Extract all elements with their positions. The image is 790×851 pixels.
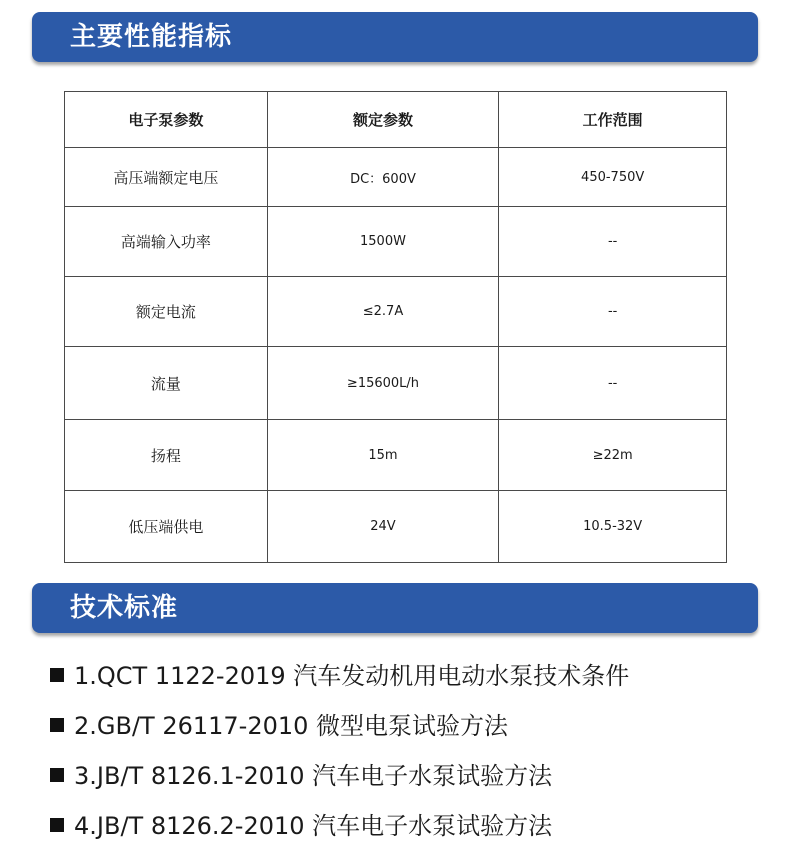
square-bullet-icon (50, 768, 64, 782)
table-row (65, 277, 727, 347)
cell-range: -- (499, 207, 727, 277)
header-working-range: 工作范围 (499, 92, 727, 148)
table-row (65, 420, 727, 491)
cell-range: -- (499, 277, 727, 347)
cell-parameter: 高压端额定电压 (65, 148, 268, 207)
table-row (65, 347, 727, 420)
section-title-performance: 主要性能指标 (70, 22, 233, 52)
list-item (50, 801, 629, 851)
section-banner-performance (32, 12, 758, 62)
square-bullet-icon (50, 668, 64, 682)
standard-text: 2.GB/T 26117-2010 微型电泵试验方法 (74, 712, 509, 740)
standards-list (50, 651, 629, 851)
cell-rated: ≤2.7A (267, 277, 499, 347)
square-bullet-icon (50, 718, 64, 732)
cell-rated: 24V (267, 491, 499, 563)
cell-rated: DC：600V (267, 148, 499, 207)
cell-parameter: 扬程 (65, 420, 268, 491)
cell-parameter: 额定电流 (65, 277, 268, 347)
table-row (65, 491, 727, 563)
list-item (50, 701, 629, 751)
standard-text: 3.JB/T 8126.1-2010 汽车电子水泵试验方法 (74, 762, 553, 790)
cell-range: ≥22m (499, 420, 727, 491)
table-row (65, 148, 727, 207)
table-row (65, 207, 727, 277)
spec-table (64, 91, 727, 563)
standard-text: 4.JB/T 8126.2-2010 汽车电子水泵试验方法 (74, 812, 553, 840)
square-bullet-icon (50, 818, 64, 832)
cell-parameter: 流量 (65, 347, 268, 420)
section-title-standards: 技术标准 (70, 593, 179, 623)
section-banner-standards (32, 583, 758, 633)
list-item (50, 751, 629, 801)
cell-rated: 15m (267, 420, 499, 491)
cell-range: 10.5-32V (499, 491, 727, 563)
cell-range: 450-750V (499, 148, 727, 207)
cell-range: -- (499, 347, 727, 420)
header-pump-parameter: 电子泵参数 (65, 92, 268, 148)
header-rated-value: 额定参数 (267, 92, 499, 148)
cell-parameter: 低压端供电 (65, 491, 268, 563)
table-header-row (65, 92, 727, 148)
list-item (50, 651, 629, 701)
cell-parameter: 高端输入功率 (65, 207, 268, 277)
standard-text: 1.QCT 1122-2019 汽车发动机用电动水泵技术条件 (74, 662, 630, 690)
cell-rated: ≥15600L/h (267, 347, 499, 420)
cell-rated: 1500W (267, 207, 499, 277)
